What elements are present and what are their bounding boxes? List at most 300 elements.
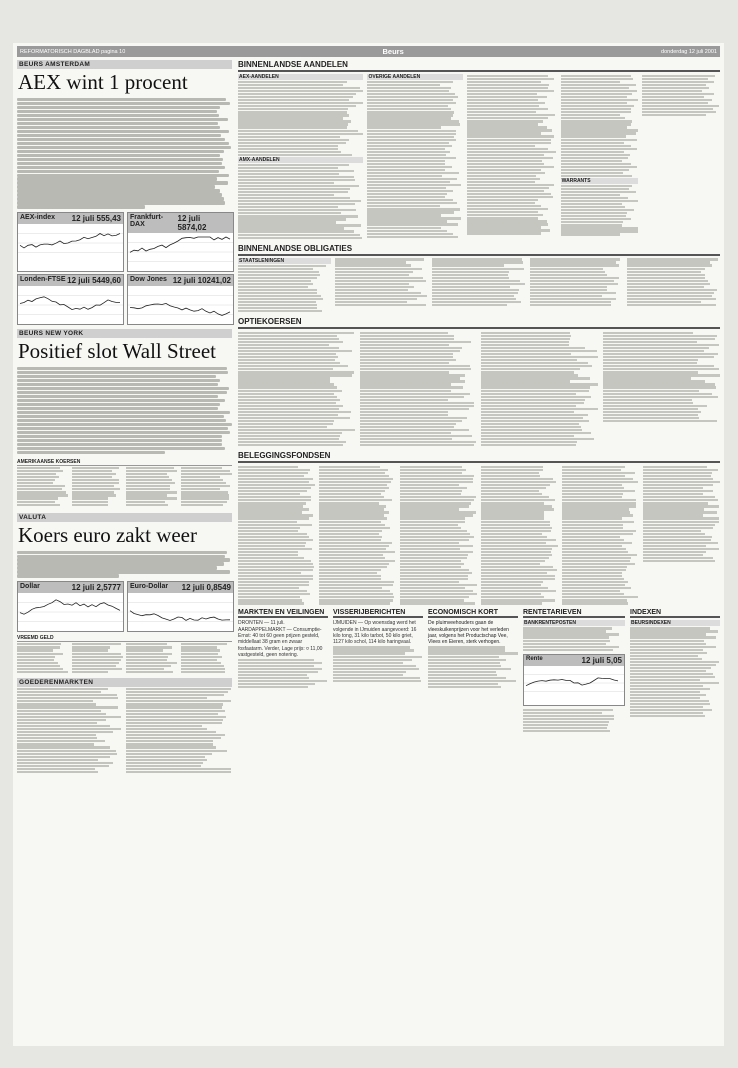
table-row: [238, 548, 312, 550]
table-row: [643, 502, 708, 504]
table-row: [238, 487, 311, 489]
table-row: [126, 706, 222, 708]
table-row: [319, 590, 390, 592]
table-row: [238, 170, 354, 172]
table-row: [126, 491, 177, 493]
table-row: [561, 120, 632, 122]
table-row: [72, 662, 120, 664]
text-line: [17, 193, 222, 196]
table-row: [367, 157, 455, 159]
table-row: [360, 356, 454, 358]
table-row: [630, 649, 703, 651]
table-row: [400, 584, 477, 586]
table-row: [335, 264, 411, 266]
table-row: [400, 569, 469, 571]
table-row: [360, 335, 455, 337]
table-row: [561, 126, 627, 128]
table-row: [481, 593, 541, 595]
table-row: [467, 223, 548, 225]
table-row: [238, 96, 353, 98]
table-row: [360, 444, 475, 446]
table-row: [561, 108, 631, 110]
table-row: [126, 700, 231, 702]
table-row: [481, 344, 569, 346]
chart-pair-mid: [17, 274, 232, 325]
table-row: [238, 283, 313, 285]
table-row: [467, 135, 554, 137]
table-row: [481, 496, 549, 498]
table-row: [17, 646, 60, 648]
table-row: [530, 261, 617, 263]
table-row: [238, 402, 336, 404]
table-row: [627, 295, 712, 297]
table-row: [333, 662, 403, 664]
table-row: [17, 740, 105, 742]
text-line: [17, 383, 218, 386]
text-line: [17, 371, 228, 374]
table-row: [630, 664, 716, 666]
table-row: [319, 481, 391, 483]
table-row: [72, 485, 115, 487]
table-row: [603, 347, 709, 349]
table-row: [481, 469, 543, 471]
table-row: [72, 488, 121, 490]
table-row: [319, 533, 379, 535]
table-row: [467, 226, 541, 228]
table-row: [467, 169, 541, 171]
table-row: [335, 283, 409, 285]
col-markten: [238, 609, 328, 733]
table-row: [360, 417, 467, 419]
table-row: [643, 511, 717, 513]
table-row: [238, 496, 311, 498]
table-row: [400, 578, 468, 580]
table-row: [238, 111, 347, 113]
table-row: [627, 264, 712, 266]
table-row: [428, 646, 505, 648]
table-row: [238, 572, 301, 574]
table-row: [523, 643, 606, 645]
table-row: [360, 423, 456, 425]
table-row: [72, 653, 121, 655]
table-row: [432, 258, 522, 260]
table-row: [126, 662, 177, 664]
table-row: [603, 393, 712, 395]
table-row: [432, 295, 514, 297]
article-aex-body: [17, 96, 232, 210]
table-row: [523, 649, 613, 651]
table-row: [530, 280, 614, 282]
table-row: [561, 81, 621, 83]
table-row: [561, 200, 638, 202]
table-row: [467, 93, 537, 95]
table-row: [530, 277, 619, 279]
table-row: [367, 93, 454, 95]
text-line: [17, 427, 228, 430]
table-row: [367, 227, 440, 229]
table-row: [481, 566, 553, 568]
table-row: [238, 566, 314, 568]
table-row: [400, 602, 475, 604]
table-row: [432, 283, 525, 285]
table-row: [481, 377, 590, 379]
table-amx-aandelen: [238, 164, 363, 239]
table-row: [319, 487, 389, 489]
chart-dollar-plot: [18, 593, 123, 631]
table-row: [428, 668, 511, 670]
text-line: [17, 189, 220, 192]
table-row: [319, 596, 394, 598]
table-row: [481, 527, 552, 529]
table-row: [238, 307, 317, 309]
table-row: [481, 374, 578, 376]
table-row: [643, 505, 719, 507]
table-row: [17, 759, 98, 761]
table-row: [481, 466, 543, 468]
table-row: [467, 184, 554, 186]
table-row: [562, 590, 620, 592]
table-row: [562, 524, 623, 526]
table-row: [238, 466, 298, 468]
fondsen-grid: [238, 465, 720, 605]
table-row: [561, 78, 633, 80]
table-row: [400, 539, 469, 541]
table-row: [603, 362, 698, 364]
table-row: [238, 481, 309, 483]
table-row: [126, 728, 207, 730]
table-row: [562, 496, 622, 498]
table-row: [562, 572, 622, 574]
table-row: [72, 668, 122, 670]
table-row: [367, 120, 458, 122]
table-row: [630, 700, 709, 702]
table-row: [335, 280, 425, 282]
table-row: [643, 499, 718, 501]
table-row: [561, 227, 638, 229]
table-row: [238, 224, 361, 226]
table-row: [561, 206, 625, 208]
table-row: [238, 438, 339, 440]
table-row: [319, 493, 381, 495]
bottom-row: [238, 609, 720, 733]
table-row: [367, 208, 460, 210]
table-opties-1: [238, 332, 356, 446]
table-row: [17, 697, 118, 699]
table-row: [238, 383, 334, 385]
article-ny-body: [17, 365, 232, 455]
chart-dow-value: 12 juli 10241,02: [172, 276, 231, 286]
table-row: [72, 504, 108, 506]
table-row: [360, 359, 456, 361]
table-row: [481, 417, 583, 419]
table-row: [17, 728, 121, 730]
table-row: [238, 90, 363, 92]
table-row: [562, 472, 635, 474]
text-line: [17, 130, 229, 133]
table-row: [126, 482, 175, 484]
table-row: [643, 545, 706, 547]
table-row: [467, 84, 549, 86]
table-row: [561, 105, 635, 107]
newspaper-page: [13, 43, 724, 1046]
table-row: [238, 271, 319, 273]
headline-wall-street: Positief slot Wall Street: [18, 339, 216, 364]
table-row: [530, 304, 612, 306]
table-row: [467, 126, 547, 128]
table-row: [238, 114, 349, 116]
table-row: [360, 341, 471, 343]
text-line: [17, 367, 227, 370]
table-fondsen-5: [562, 466, 639, 605]
table-row: [72, 470, 113, 472]
table-row: [603, 414, 698, 416]
table-row: [238, 295, 321, 297]
table-row: [467, 90, 553, 92]
table-row: [238, 484, 315, 486]
table-row: [400, 517, 465, 519]
table-row: [400, 475, 474, 477]
section-markten-veilingen: MARKTEN EN VEILINGEN: [238, 609, 328, 618]
trend-line: [20, 234, 120, 248]
text-line: [17, 399, 225, 402]
table-row: [367, 217, 460, 219]
table-indexen: [630, 627, 720, 717]
table-row: [643, 496, 715, 498]
table-row: [238, 99, 349, 101]
table-row: [603, 405, 708, 407]
table-row: [643, 551, 706, 553]
table-row: [562, 517, 622, 519]
table-row: [481, 411, 574, 413]
table-row: [481, 347, 585, 349]
table-row: [530, 264, 620, 266]
table-row: [17, 703, 96, 705]
table-row: [181, 497, 230, 499]
table-row: [467, 81, 540, 83]
table-row: [643, 472, 712, 474]
table-row: [561, 218, 631, 220]
table-row: [238, 200, 361, 202]
table-row: [643, 530, 701, 532]
table-row: [367, 145, 452, 147]
table-row: [481, 405, 576, 407]
table-row: [335, 301, 407, 303]
table-row: [181, 649, 221, 651]
table-row: [481, 472, 539, 474]
table-row: [238, 215, 358, 217]
table-row: [603, 365, 714, 367]
table-row: [238, 575, 313, 577]
section-beurs-amsterdam: BEURS AMSTERDAM: [17, 60, 232, 69]
table-row: [238, 444, 343, 446]
table-row: [319, 557, 385, 559]
table-row: [238, 185, 359, 187]
table-row: [17, 671, 68, 673]
text-line: [17, 122, 218, 125]
table-row: [360, 350, 460, 352]
table-row: [467, 157, 553, 159]
table-row: [333, 652, 405, 654]
text-line: [17, 134, 221, 137]
table-row: [562, 475, 625, 477]
table-row: [367, 199, 453, 201]
table-row: [481, 569, 557, 571]
table-row: [627, 289, 717, 291]
table-row: [360, 393, 470, 395]
table-row: [627, 292, 714, 294]
table-row: [126, 688, 231, 690]
table-row: [238, 173, 339, 175]
table-row: [561, 209, 634, 211]
table-row: [561, 230, 638, 232]
table-row: [481, 402, 584, 404]
table-row: [467, 217, 538, 219]
table-row: [126, 694, 224, 696]
text-line: [17, 162, 222, 165]
table-row: [181, 491, 228, 493]
text-line: [17, 177, 217, 180]
table-row: [126, 665, 171, 667]
section-beurs-new-york: BEURS NEW YORK: [17, 329, 232, 338]
table-row: [238, 414, 338, 416]
table-row: [238, 680, 327, 682]
table-row: [467, 108, 548, 110]
table-row: [562, 484, 622, 486]
table-row: [467, 148, 548, 150]
table-row: [432, 274, 507, 276]
table-row: [481, 557, 549, 559]
table-row: [642, 108, 713, 110]
text-line: [17, 447, 225, 450]
table-row: [400, 481, 473, 483]
table-row: [238, 347, 339, 349]
table-row: [238, 472, 308, 474]
table-row: [530, 298, 617, 300]
table-row: [319, 602, 390, 604]
table-row: [319, 554, 383, 556]
table-row: [238, 545, 305, 547]
table-row: [630, 658, 702, 660]
headline-aex: AEX wint 1 procent: [18, 70, 188, 94]
table-row: [562, 578, 624, 580]
table-row: [238, 237, 362, 239]
table-row: [400, 505, 469, 507]
table-row: [360, 432, 452, 434]
table-row: [467, 120, 543, 122]
chart-dax-plot: [128, 233, 233, 271]
table-row: [238, 405, 343, 407]
section-beleggingsfondsen: BELEGGINGSFONDSEN: [238, 451, 720, 463]
table-row: [481, 368, 580, 370]
table-row: [238, 432, 342, 434]
table-row: [181, 476, 220, 478]
table-overige-aandelen-4: [642, 75, 720, 117]
table-row: [238, 380, 330, 382]
table-row: [360, 390, 451, 392]
table-row: [400, 572, 472, 574]
text-line: [17, 551, 227, 554]
table-row: [530, 258, 620, 260]
table-row: [367, 193, 446, 195]
table-row: [642, 111, 716, 113]
table-row: [642, 96, 703, 98]
chart-pair-top: [17, 212, 232, 272]
table-row: [481, 596, 544, 598]
table-row: [181, 473, 232, 475]
table-row: [603, 396, 718, 398]
table-row: [238, 81, 347, 83]
text-line: [17, 102, 230, 105]
table-row: [238, 426, 327, 428]
table-row: [630, 661, 719, 663]
table-row: [467, 139, 551, 141]
chart-eurodollar-title: Euro-Dollar: [130, 583, 169, 591]
table-row: [367, 178, 457, 180]
table-row: [523, 715, 614, 717]
table-row: [523, 730, 610, 732]
table-row: [360, 441, 477, 443]
table-row: [627, 286, 704, 288]
sub-beursindexen: BEURSINDEXEN: [630, 620, 720, 626]
table-obligaties-5: [627, 258, 720, 306]
table-row: [432, 264, 503, 266]
table-row: [467, 102, 544, 104]
chart-eurodollar-value: 12 juli 0,8549: [181, 583, 231, 593]
table-row: [630, 676, 715, 678]
table-row: [481, 481, 556, 483]
text-line: [17, 142, 229, 145]
table-row: [367, 196, 445, 198]
table-row: [561, 93, 632, 95]
table-row: [238, 234, 360, 236]
text-line: [17, 439, 222, 442]
table-row: [400, 508, 459, 510]
table-fondsen-3: [400, 466, 477, 605]
text-line: [17, 98, 226, 101]
table-row: [72, 479, 119, 481]
table-row: [561, 145, 632, 147]
text-line: [17, 570, 230, 573]
table-row: [367, 90, 449, 92]
table-row: [481, 502, 544, 504]
economisch-text: De pluimveehouders gaan de vleeskuikenprijzen voor het verleden jaar, volgens het Productschap Vee, Vlees en Eieren, sterk verhogen.: [428, 620, 509, 646]
table-row: [467, 87, 548, 89]
table-row: [643, 548, 719, 550]
table-row: [561, 114, 620, 116]
table-row: [603, 377, 692, 379]
chart-dax: [127, 212, 234, 272]
table-row: [481, 575, 555, 577]
table-row: [319, 484, 387, 486]
table-row: [523, 627, 612, 629]
table-row: [367, 99, 453, 101]
text-line: [17, 566, 217, 569]
table-row: [561, 157, 628, 159]
table-row: [238, 133, 363, 135]
table-row: [126, 488, 170, 490]
table-row: [627, 304, 716, 306]
chart-aex-title: AEX-index: [20, 214, 56, 222]
table-row: [238, 182, 334, 184]
table-row: [643, 533, 705, 535]
table-row: [17, 476, 59, 478]
section-indexen: INDEXEN: [630, 609, 720, 618]
table-row: [126, 722, 222, 724]
table-row: [562, 596, 638, 598]
table-row: [367, 163, 444, 165]
chart-rente-plot: [524, 666, 624, 700]
chart-ftse-title: Londen-FTSE: [20, 276, 66, 284]
